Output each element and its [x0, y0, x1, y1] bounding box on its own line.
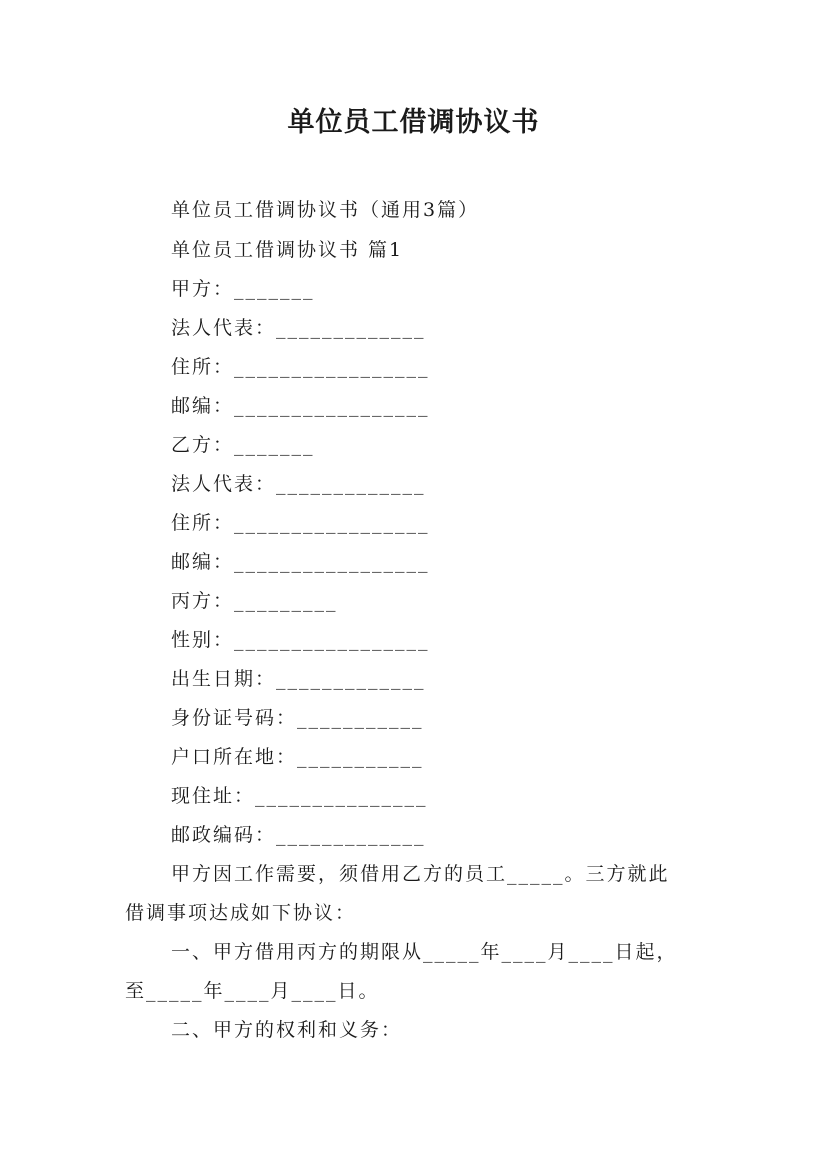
- party-b-address-field: 住所：_________________: [171, 512, 430, 534]
- clause-one-continued: 至_____年____月____日。: [125, 980, 380, 1002]
- clause-one: 一、甲方借用丙方的期限从_____年____月____日起，: [171, 941, 678, 963]
- party-a-address-field: 住所：_________________: [171, 356, 430, 378]
- document-title: 单位员工借调协议书: [287, 107, 540, 138]
- document-subtitle: 单位员工借调协议书（通用3篇）: [171, 199, 480, 221]
- party-b-field: 乙方：_______: [171, 434, 315, 456]
- clause-two-heading: 二、甲方的权利和义务：: [171, 1019, 403, 1041]
- household-registration-field: 户口所在地：___________: [171, 746, 424, 768]
- current-address-field: 现住址：_______________: [171, 785, 428, 807]
- party-b-postcode-field: 邮编：_________________: [171, 551, 430, 573]
- party-c-field: 丙方：_________: [171, 590, 338, 612]
- gender-field: 性别：_________________: [171, 629, 430, 651]
- party-a-postcode-field: 邮编：_________________: [171, 395, 430, 417]
- party-a-field: 甲方：_______: [171, 278, 315, 300]
- paragraph-intro: 甲方因工作需要，须借用乙方的员工_____。三方就此: [171, 863, 670, 885]
- birth-date-field: 出生日期：_____________: [171, 668, 426, 690]
- paragraph-intro-continued: 借调事项达成如下协议：: [125, 902, 357, 924]
- id-number-field: 身份证号码：___________: [171, 707, 424, 729]
- party-b-legal-rep-field: 法人代表：_____________: [171, 473, 426, 495]
- postal-code-field: 邮政编码：_____________: [171, 824, 426, 846]
- section-heading: 单位员工借调协议书 篇1: [171, 239, 404, 261]
- party-a-legal-rep-field: 法人代表：_____________: [171, 317, 426, 339]
